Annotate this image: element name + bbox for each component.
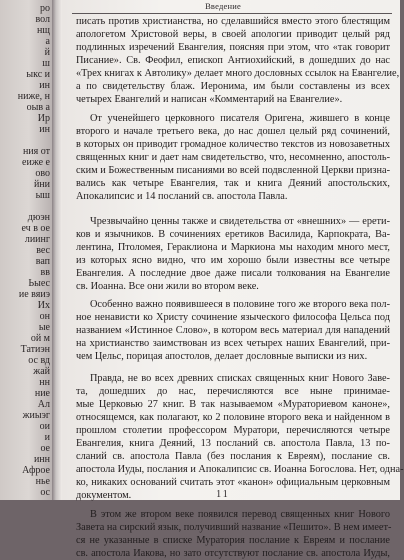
left-page-fragment: дюэн [27, 212, 50, 223]
text-line: Апокалипсис и 14 посланий св. апостола Павла. [76, 191, 288, 202]
left-page-fragment: нье [35, 476, 50, 487]
text-line: священных книг и дает нам свидетельство, что, несомненно, апостоль- [76, 152, 390, 163]
left-page-fragment: и [44, 432, 50, 443]
left-page-fragment: ое [40, 443, 50, 454]
left-page-fragment: жай [33, 366, 50, 377]
left-page-fragment: ния от [22, 146, 50, 157]
left-page-fragment: а [45, 36, 50, 47]
text-line: чем Цельс, порицая апостолов, делает дословные выписки из них. [76, 351, 368, 362]
text-line: а по свидетельству блаж. Иеронима, им были составлены из всех [76, 81, 390, 92]
left-page-fragment: Ир [37, 113, 50, 124]
text-line: мые Церковью 27 книг. В так называемом «Мураториевом каноне», [76, 399, 390, 410]
text-line: документом. [76, 490, 132, 501]
text-line: ся не указанные в списке Муратория послание к Евреям и послание [76, 535, 390, 546]
left-page-fragment: Афрое [22, 465, 50, 476]
left-page-fragment: нн [39, 377, 50, 388]
text-line: Особенно важно появившееся в половине того же второго века пол- [90, 299, 390, 310]
right-page [62, 0, 404, 559]
text-line: Евангелия, книга Деяний, 13 посланий св. апостола Павла, 13 по- [76, 438, 390, 449]
left-page-fragment: ш [42, 58, 50, 69]
text-line: сланий св. апостола Павла (без послания к Евреям), послание св. [76, 451, 390, 462]
left-page-fragment: инн [33, 454, 50, 465]
text-line: прошлом столетии профессором Муратори, перечисляются четыре [76, 425, 390, 436]
left-page-fragment: ин [39, 124, 50, 135]
left-page-fragment: он [39, 311, 50, 322]
left-page-fragment: Их [37, 300, 50, 311]
text-line: в которых он приводит громадное количество текстов из новозаветных [76, 139, 390, 150]
text-line: Чрезвычайно ценны также и свидетельства от «внешних» — ерети- [90, 216, 390, 227]
text-line: св. Иоанна. Все они жили во втором веке. [76, 281, 259, 292]
left-page-fragment: вес [36, 245, 50, 256]
left-page-fragment: оыв а [26, 102, 50, 113]
text-line: из которых ясно видно, что им хорошо были известны все четыре [76, 255, 390, 266]
left-page-fragment: й [44, 47, 50, 58]
left-page-fragment: ос [40, 487, 50, 498]
text-line: писать против христианства, но сделавшийся вместо этого блестящим [76, 16, 390, 27]
left-page-fragment: ин [39, 80, 50, 91]
left-page-fragment: ос вд [28, 355, 50, 366]
left-page-fragment: ые [38, 322, 50, 333]
left-page-fragment: ыш [35, 190, 50, 201]
left-page-fragment: еч в ое [21, 223, 50, 234]
text-line: второго и начале третьего века, до нас дошел целый ряд сочинений, [76, 126, 390, 137]
text-line: апостола Иуды, послания и Апокалипсис св. Иоанна Богослова. Нет, одна- [76, 464, 404, 475]
text-line: Писание». Св. Феофил, епископ Антиохийский, в дошедших до нас [76, 55, 390, 66]
text-line: ским и Божественным писаниями во всей подвсленной Церкви призна- [76, 165, 390, 176]
left-page-fragment: вв [40, 267, 50, 278]
left-page-fragment: Ьыес [28, 278, 50, 289]
left-page-fragment: ние [34, 388, 50, 399]
left-page-fragment: ро [40, 3, 50, 14]
left-page-fragment: ыкс и [26, 69, 50, 80]
left-page-fragment: ой м [30, 333, 50, 344]
left-page-fragment: ие вяиэ [18, 289, 50, 300]
text-line: апологетом Христовой веры, в своей апологии приводит целый ряд [76, 29, 390, 40]
text-line: ков и язычников. В сочинениях еретиков Василида, Карпократа, Ва- [76, 229, 390, 240]
text-line: ко, никаких оснований считать этот «канон» официальным церковным [76, 477, 390, 488]
text-line: вались как четыре Евангелия, так и книга Деяний апостольских, [76, 178, 390, 189]
left-page-fragment: Татиэн [20, 344, 50, 355]
left-page [0, 0, 52, 500]
text-line: От ученейшего церковного писателя Оригена, жившего в конце [90, 113, 390, 124]
text-line: относящемся, как полагают, ко 2 половине второго века и найденном в [76, 412, 390, 423]
page-number: 11 [216, 489, 230, 500]
left-page-fragment: вол [35, 14, 50, 25]
left-page-fragment: нщ [36, 25, 50, 36]
running-header: Введение [205, 1, 241, 11]
text-line: Евангелия. А последние двое даже писали толкования на Евангелие [76, 268, 390, 279]
left-page-fragment: жиыэг [22, 410, 50, 421]
left-page-fragment: ово [35, 168, 50, 179]
book-gutter [52, 0, 62, 500]
left-page-fragment: йни [33, 179, 50, 190]
text-line: Правда, не во всех древних списках священных книг Нового Заве- [90, 373, 390, 384]
text-line: лентина, Птоломея, Гераклиона и Маркиона мы находим много мест, [76, 242, 390, 253]
header-rule [72, 13, 392, 14]
text-line: «Трех книгах к Автолику» делает много дословных ссылок на Евангелие, [76, 68, 400, 79]
left-page-fragment: лиинг [24, 234, 50, 245]
left-page-fragment: Ал [37, 399, 50, 410]
text-line: названием «Истинное Слово», в котором весь материал для нападений [76, 325, 390, 336]
text-line: В этом же втором веке появился перевод священных книг Нового [90, 509, 390, 520]
left-page-fragment: еиже е [22, 157, 50, 168]
text-line: на христианство заимствован из всех четырех наших Евангелий, при- [76, 338, 390, 349]
text-line: та, дошедших до нас, перечисляются все ныне принимае- [76, 386, 390, 397]
left-page-fragment: ниже, н [17, 91, 50, 102]
text-line: св. апостола Иакова, но зато отсутствуют послание св. апостола Иуды, [76, 548, 390, 559]
text-line: подлинных изречений Евангелия, поясняя при этом, что «так говорит [76, 42, 390, 53]
left-page-fragment: ои [39, 421, 50, 432]
left-page-fragment: вап [35, 256, 50, 267]
text-line: Завета на сирский язык, получивший название «Пешито». В нем имеет- [76, 522, 392, 533]
text-line: ное ненависти ко Христу сочинение языческого философа Цельса под [76, 312, 390, 323]
text-line: четырех Евангелий и написан «Комментарий на Евангелие». [76, 94, 343, 105]
